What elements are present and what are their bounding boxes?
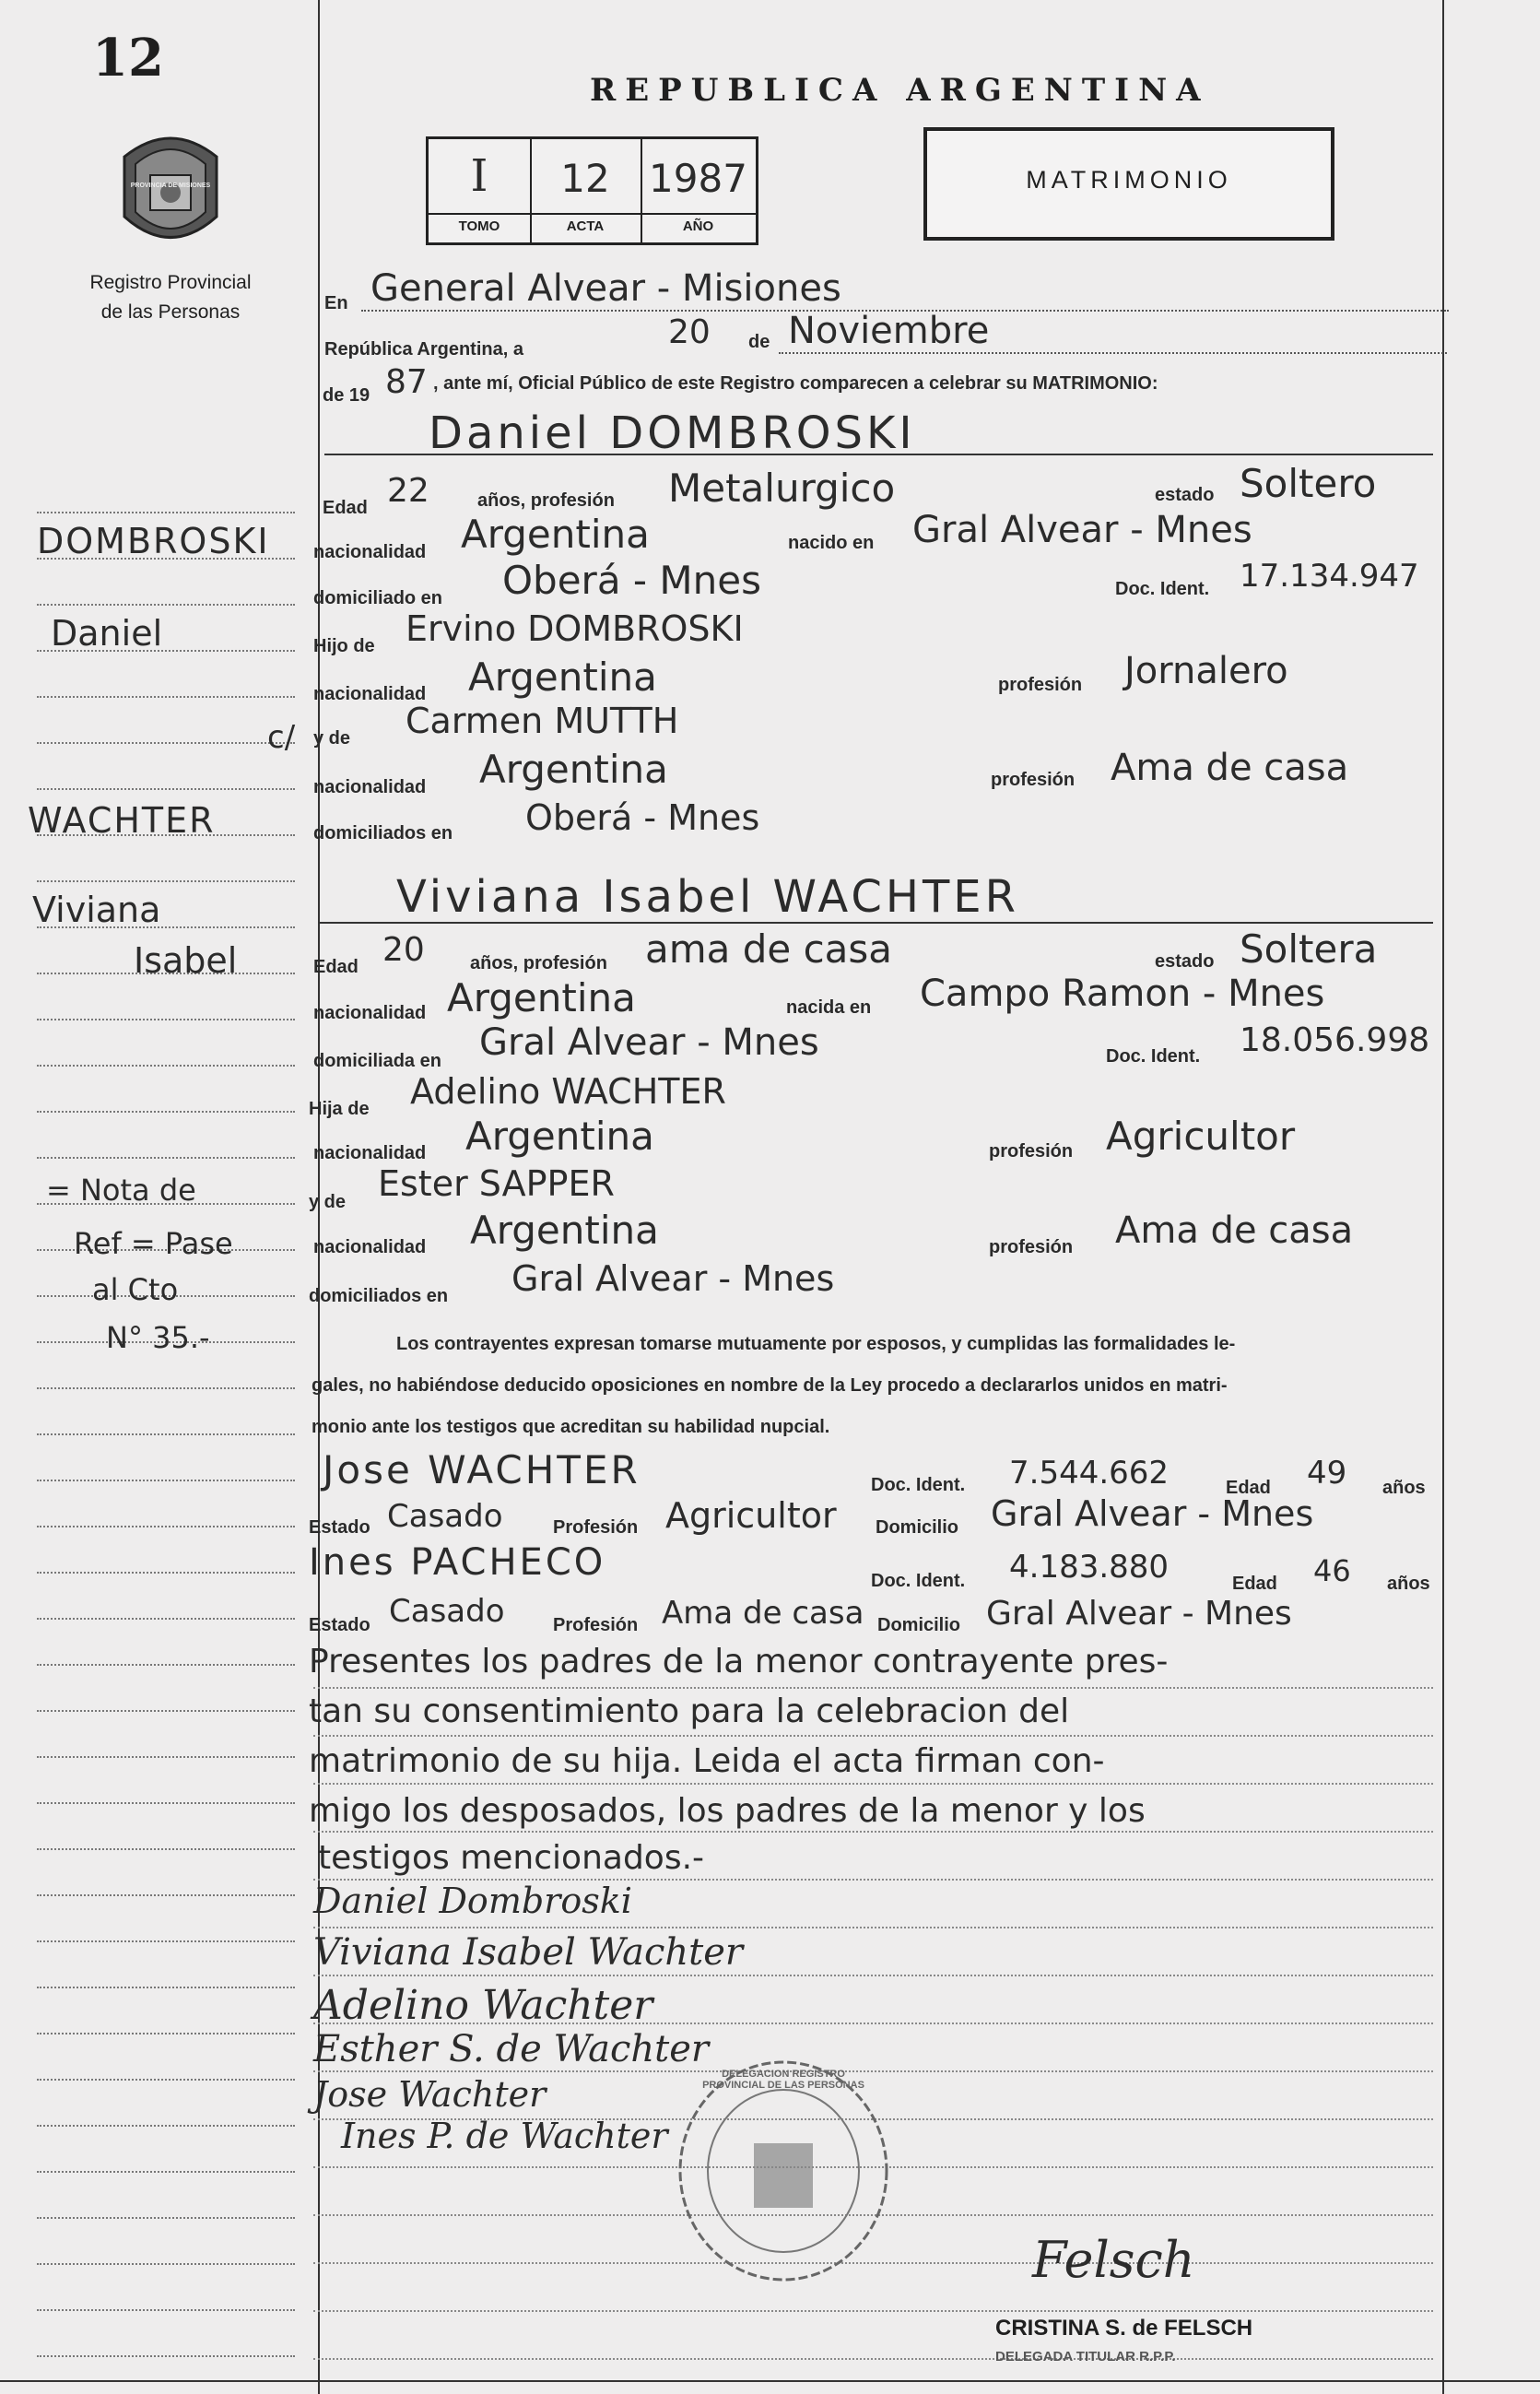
- groom-estado-field: Soltero: [1240, 461, 1377, 506]
- margin-ruled-line: [37, 604, 295, 606]
- margin-ruled-line: [37, 1433, 295, 1435]
- witness2-anos-label: años: [1387, 1574, 1430, 1594]
- witness2-estado: Casado: [389, 1593, 505, 1630]
- bride-domiciliados-field: Gral Alvear - Mnes: [511, 1258, 835, 1299]
- registry-name-line1: Registro Provincial: [89, 272, 252, 293]
- witness2-prof-label: Profesión: [553, 1615, 639, 1635]
- de-label: de: [748, 332, 770, 352]
- witness1-edad: 49: [1307, 1455, 1347, 1492]
- margin-ruled-line: [37, 1065, 295, 1067]
- witness2-estado-label: Estado: [309, 1615, 370, 1635]
- bride-estado-field: Soltera: [1240, 926, 1378, 972]
- bride-nacida-field: Campo Ramon - Mnes: [920, 973, 1325, 1015]
- margin-ruled-line: [37, 2171, 295, 2173]
- tomo-label: TOMO: [458, 218, 500, 234]
- groom-edad-label: Edad: [323, 498, 368, 518]
- margin-ruled-line: [37, 1710, 295, 1712]
- bride-nacionalidad-field: Argentina: [447, 975, 636, 1020]
- margin-ruled-line: [37, 512, 295, 513]
- groom-nacido-label: nacido en: [788, 533, 875, 553]
- observation-line-5: testigos mencionados.-: [318, 1839, 705, 1877]
- bride-dom-label: domiciliada en: [313, 1051, 441, 1071]
- body-ruled-line: [313, 2310, 1433, 2312]
- official-name: CRISTINA S. de FELSCH: [995, 2316, 1253, 2341]
- margin-ruled-line: [37, 2263, 295, 2265]
- body-ruled-line: [313, 1975, 1433, 1976]
- groom-padre-prof-label: profesión: [998, 675, 1083, 695]
- witness1-name: Jose WACHTER: [323, 1447, 641, 1492]
- witness2-name: Ines PACHECO: [309, 1541, 606, 1584]
- groom-dom-label: domiciliado en: [313, 588, 443, 608]
- margin-ruled-line: [37, 1664, 295, 1666]
- margin-conj: c/: [267, 719, 296, 756]
- witness1-domicilio: Gral Alvear - Mnes: [991, 1493, 1314, 1534]
- witness2-doc-label: Doc. Ident.: [871, 1571, 966, 1591]
- republic-label: República Argentina, a: [324, 339, 523, 360]
- margin-ruled-line: [37, 2079, 295, 2081]
- margin-bride-name1: Viviana: [32, 890, 161, 930]
- margin-ruled-line: [37, 2033, 295, 2034]
- margin-groom-surname: DOMBROSKI: [37, 521, 270, 561]
- observation-line-1: Presentes los padres de la menor contrayente pres-: [309, 1643, 1169, 1681]
- en-label: En: [324, 293, 348, 313]
- stamp-caption: DELEGACION REGISTRO PROVINCIAL DE LAS PERSONAS: [702, 2069, 864, 2091]
- groom-doc-label: Doc. Ident.: [1115, 579, 1210, 599]
- margin-ruled-line: [37, 1940, 295, 1942]
- margin-ruled-line: [37, 2309, 295, 2311]
- margin-ruled-line: [37, 1848, 295, 1850]
- body-ruled-line: [313, 1927, 1433, 1928]
- bride-madre-prof-label: profesión: [989, 1237, 1074, 1257]
- bride-madre-field: Ester SAPPER: [378, 1163, 615, 1204]
- declaration-line-1: Los contrayentes expresan tomarse mutuamente por esposos, y cumplidas las formalidades le-: [396, 1334, 1236, 1354]
- witness2-dom-label: Domicilio: [877, 1615, 961, 1635]
- witness1-prof-label: Profesión: [553, 1517, 639, 1538]
- witness1-doc: 7.544.662: [1009, 1455, 1170, 1492]
- ano-label: AÑO: [682, 218, 714, 234]
- bride-madre-nac-label: nacionalidad: [313, 1237, 427, 1257]
- witness1-edad-label: Edad: [1226, 1478, 1271, 1498]
- record-type-box: [923, 127, 1334, 241]
- groom-madre-nac-field: Argentina: [479, 747, 668, 792]
- year-suffix-field: 87: [385, 363, 428, 401]
- bride-padre-field: Adelino WACHTER: [410, 1071, 726, 1112]
- margin-ruled-line: [37, 1756, 295, 1758]
- provincial-seal-emblem: [115, 129, 226, 258]
- margin-ruled-line: [37, 1618, 295, 1620]
- signature-bride-father: Adelino Wachter: [313, 1982, 653, 2029]
- groom-full-name: Daniel DOMBROSKI: [429, 407, 916, 459]
- margin-ruled-line: [37, 742, 295, 744]
- margin-ruled-line: [37, 1572, 295, 1574]
- tomo-value: I: [470, 150, 488, 202]
- observation-line-3: matrimonio de su hija. Leida el acta firman con-: [309, 1742, 1105, 1780]
- bride-anos-profesion-label: años, profesión: [470, 953, 607, 973]
- acta-value: 12: [560, 156, 610, 201]
- margin-ruled-line: [37, 2217, 295, 2219]
- official-signature: Felsch: [1032, 2231, 1195, 2289]
- witness1-estado: Casado: [387, 1498, 503, 1535]
- ano-value: 1987: [649, 156, 747, 201]
- bride-profesion-field: ama de casa: [645, 926, 893, 972]
- bride-padre-nac-label: nacionalidad: [313, 1143, 427, 1163]
- margin-groom-name: Daniel: [51, 613, 163, 654]
- observation-line-4: migo los desposados, los padres de la menor y los: [309, 1792, 1146, 1830]
- groom-estado-label: estado: [1155, 485, 1215, 505]
- margin-ruled-line: [37, 1526, 295, 1527]
- groom-hijo-label: Hijo de: [313, 636, 375, 656]
- witness1-doc-label: Doc. Ident.: [871, 1475, 966, 1495]
- groom-madre-nac-label: nacionalidad: [313, 777, 427, 797]
- margin-ruled-line: [37, 788, 295, 790]
- declaration-line-2: gales, no habiéndose deducido oposiciones en nombre de la Ley procedo a declararlos unidos en matri-: [312, 1375, 1228, 1396]
- margin-ruled-line: [37, 1111, 295, 1113]
- bride-padre-nac-field: Argentina: [465, 1114, 654, 1159]
- margin-note-1: = Nota de: [46, 1173, 196, 1208]
- witness2-edad-label: Edad: [1232, 1574, 1277, 1594]
- margin-note-4: N° 35.-: [106, 1320, 210, 1355]
- groom-yde-label: y de: [313, 728, 351, 749]
- country-title: REPUBLICA ARGENTINA: [590, 72, 1210, 109]
- bride-edad-label: Edad: [313, 957, 359, 977]
- registry-round-stamp: [673, 2056, 894, 2286]
- groom-padre-prof-field: Jornalero: [1124, 650, 1288, 692]
- bride-nacida-label: nacida en: [786, 997, 872, 1018]
- groom-nacido-field: Gral Alvear - Mnes: [912, 509, 1252, 551]
- bride-nac-label: nacionalidad: [313, 1003, 427, 1023]
- witness2-edad: 46: [1313, 1553, 1351, 1588]
- bride-doc-label: Doc. Ident.: [1106, 1046, 1201, 1067]
- official-title: DELEGADA TITULAR R.P.P.: [995, 2349, 1176, 2365]
- margin-ruled-line: [37, 1802, 295, 1804]
- signature-bride-mother: Esther S. de Wachter: [313, 2028, 709, 2070]
- seal-caption: PROVINCIA DE MISIONES: [130, 183, 211, 189]
- margin-bride-name2: Isabel: [134, 940, 238, 981]
- bride-doc-field: 18.056.998: [1240, 1021, 1430, 1059]
- bride-edad-field: 20: [382, 931, 425, 969]
- groom-domiciliados-label: domiciliados en: [313, 823, 453, 843]
- groom-padre-nac-label: nacionalidad: [313, 684, 427, 704]
- bride-domicilio-field: Gral Alvear - Mnes: [479, 1021, 819, 1064]
- margin-ruled-line: [37, 1894, 295, 1896]
- margin-note-3: al Cto: [92, 1272, 179, 1307]
- margin-note-2: Ref = Pase: [74, 1226, 233, 1261]
- body-ruled-line: [313, 1831, 1433, 1833]
- groom-padre-nac-field: Argentina: [468, 655, 657, 700]
- witness2-profesion: Ama de casa: [662, 1595, 864, 1632]
- signature-bride: Viviana Isabel Wachter: [313, 1931, 744, 1974]
- margin-ruled-line: [37, 880, 295, 882]
- groom-nacionalidad-field: Argentina: [461, 512, 650, 557]
- margin-ruled-line: [37, 696, 295, 698]
- body-ruled-line: [313, 1735, 1433, 1737]
- bride-yde-label: y de: [309, 1192, 347, 1212]
- observation-line-2: tan su consentimiento para la celebracion del: [309, 1692, 1070, 1730]
- groom-madre-field: Carmen MUTTH: [406, 701, 679, 741]
- groom-doc-field: 17.134.947: [1240, 558, 1419, 595]
- body-ruled-line: [313, 1783, 1433, 1785]
- place-field: General Alvear - Misiones: [361, 267, 1449, 312]
- margin-ruled-line: [37, 1480, 295, 1481]
- page-number: 12: [92, 28, 164, 88]
- bride-full-name: Viviana Isabel WACHTER: [396, 871, 1019, 923]
- body-ruled-line: [313, 1687, 1433, 1689]
- year-prefix-label: de 19: [323, 385, 370, 406]
- margin-bride-surname: WACHTER: [28, 800, 216, 841]
- bride-padre-prof-label: profesión: [989, 1141, 1074, 1162]
- margin-ruled-line: [37, 2125, 295, 2127]
- margin-ruled-line: [37, 1019, 295, 1020]
- witness1-dom-label: Domicilio: [876, 1517, 959, 1538]
- bride-hija-label: Hija de: [309, 1099, 370, 1119]
- groom-padre-field: Ervino DOMBROSKI: [406, 608, 744, 649]
- bride-madre-prof-field: Ama de casa: [1115, 1209, 1354, 1252]
- appearance-intro: , ante mí, Oficial Público de este Registro comparecen a celebrar su MATRIMONIO:: [433, 373, 1158, 394]
- margin-ruled-line: [37, 1157, 295, 1159]
- groom-anos-profesion-label: años, profesión: [477, 490, 615, 511]
- groom-nac-label: nacionalidad: [313, 542, 427, 562]
- groom-name-rule: [324, 454, 1433, 455]
- groom-madre-prof-field: Ama de casa: [1111, 747, 1349, 789]
- month-field: Noviembre: [779, 310, 1447, 354]
- witness2-doc: 4.183.880: [1009, 1549, 1170, 1586]
- bride-domiciliados-label: domiciliados en: [309, 1286, 449, 1306]
- groom-profesion-field: Metalurgico: [668, 466, 896, 511]
- witness2-domicilio: Gral Alvear - Mnes: [986, 1595, 1292, 1633]
- record-type-label: MATRIMONIO: [1026, 166, 1232, 194]
- record-box: [426, 136, 758, 245]
- signature-witness1: Jose Wachter: [313, 2074, 547, 2115]
- declaration-line-3: monio ante los testigos que acreditan su habilidad nupcial.: [312, 1417, 830, 1437]
- bride-padre-prof-field: Agricultor: [1106, 1114, 1296, 1159]
- groom-domicilio-field: Oberá - Mnes: [502, 558, 761, 603]
- day-field: 20: [668, 313, 711, 351]
- bottom-rule: [0, 2380, 1540, 2382]
- registry-name-line2: de las Personas: [100, 301, 241, 323]
- groom-domiciliados-field: Oberá - Mnes: [525, 797, 760, 838]
- margin-ruled-line: [37, 2355, 295, 2357]
- bride-estado-label: estado: [1155, 951, 1215, 972]
- acta-label: ACTA: [566, 218, 605, 234]
- margin-ruled-line: [37, 1987, 295, 1988]
- signature-witness2: Ines P. de Wachter: [341, 2116, 668, 2156]
- signature-groom: Daniel Dombroski: [313, 1881, 632, 1921]
- body-ruled-line: [313, 2358, 1433, 2360]
- witness1-profesion: Agricultor: [665, 1495, 837, 1536]
- margin-ruled-line: [37, 1387, 295, 1389]
- groom-madre-prof-label: profesión: [991, 770, 1076, 790]
- groom-edad-field: 22: [387, 472, 429, 510]
- witness1-anos-label: años: [1382, 1478, 1426, 1498]
- witness1-estado-label: Estado: [309, 1517, 370, 1538]
- right-margin-rule: [1442, 0, 1444, 2394]
- bride-name-rule: [318, 922, 1433, 924]
- bride-madre-nac-field: Argentina: [470, 1208, 659, 1253]
